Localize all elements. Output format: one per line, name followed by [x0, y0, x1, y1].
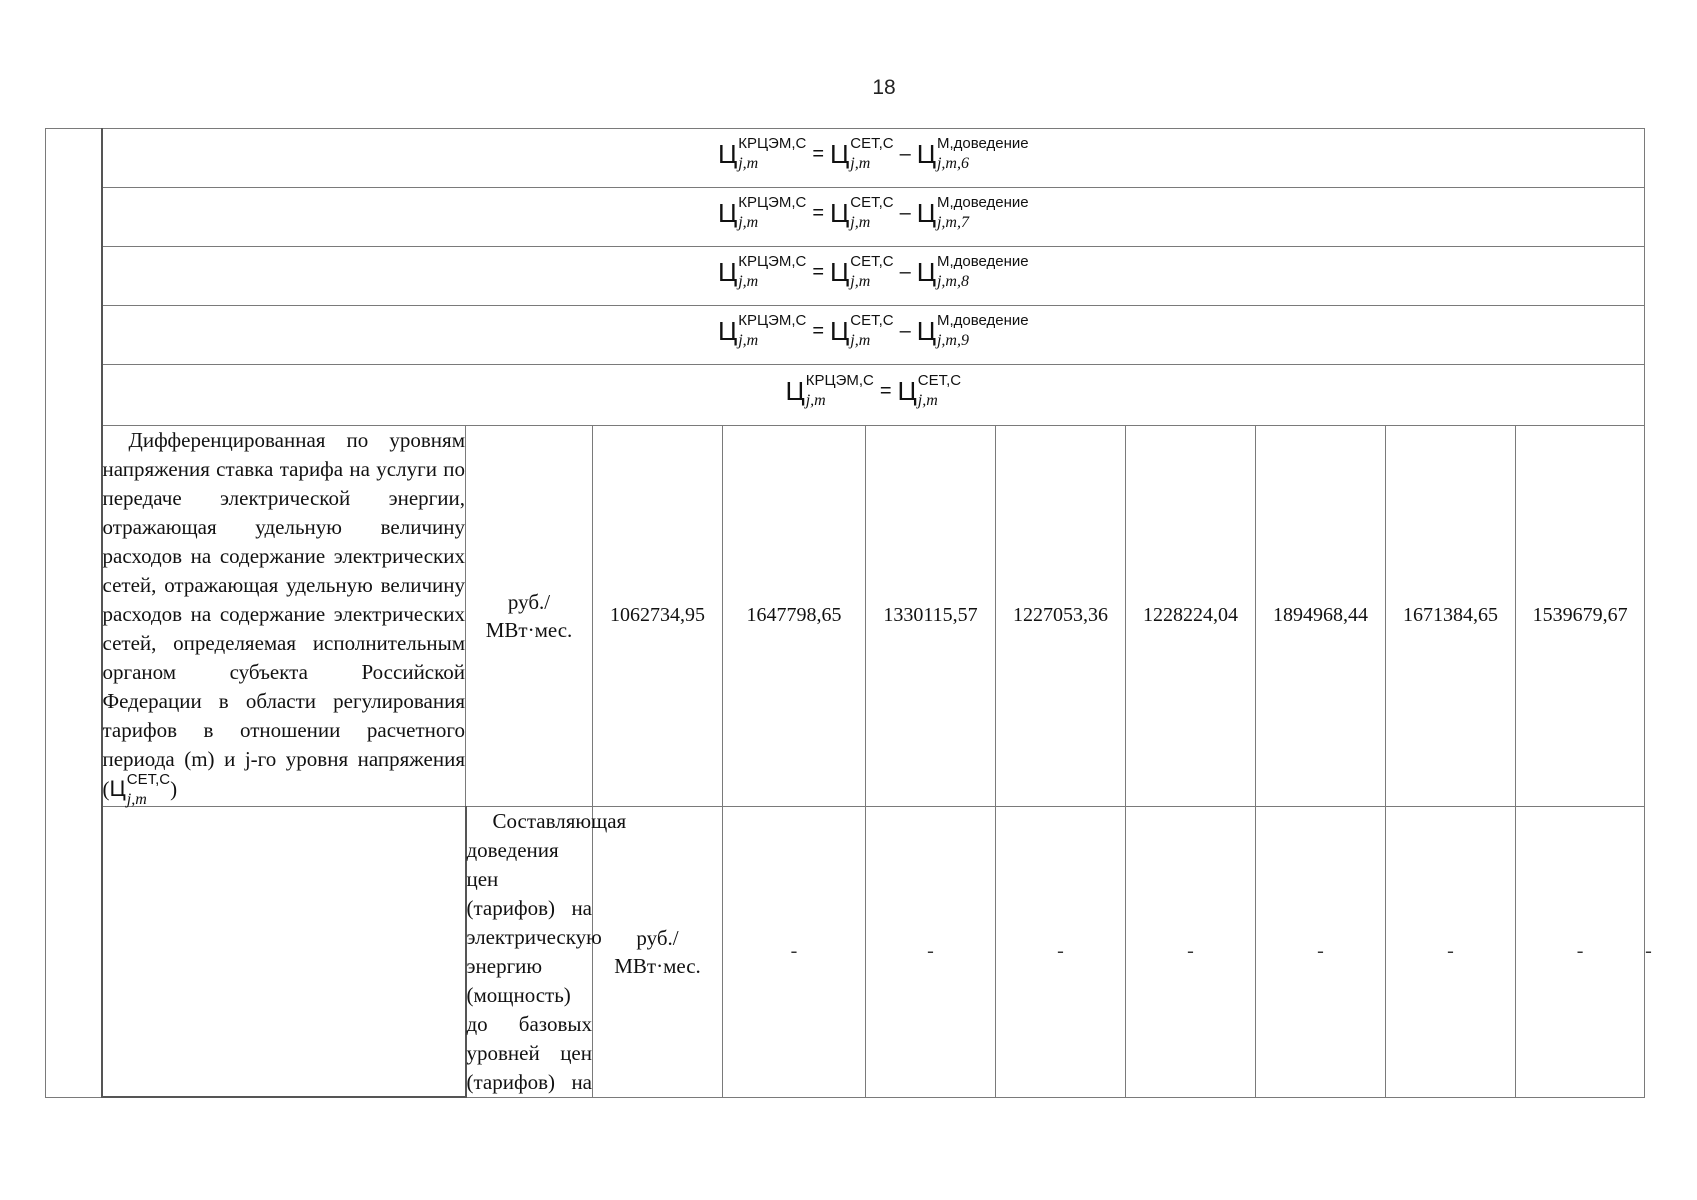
formula-cell: [102, 306, 1645, 365]
formula-row-9: [46, 306, 1645, 365]
formula: Ц КРЦЭМ,C j,m = Ц СЕТ,C j,m: [785, 371, 962, 409]
value-cell: -: [996, 806, 1126, 1097]
value-cell: 1539679,67: [1516, 426, 1645, 807]
formula-row-base: [46, 365, 1645, 426]
value-cell: 1671384,65: [1386, 426, 1516, 807]
page-number: 18: [872, 76, 896, 99]
value-cell: -: [1256, 806, 1386, 1097]
value-cell: -: [723, 806, 866, 1097]
description-formula: (Ц СЕТ,C j,m ): [102, 770, 178, 808]
formula-cell: [102, 129, 1645, 188]
tariff-table: [45, 128, 1652, 1098]
row-description: Дифференцированная по уровням напряжения ставка тарифа на услуги по передаче электрической энергии, отражающая удельную величину расходов на содержание электрических сетей, отражающая удельную величину расходов на содержание электрических сетей, определяемая исполнительным органом субъекта Российской Федерации в области регулирования тарифов в отношении расчетного периода (m) и j-го уровня напряжения (Ц СЕТ,C j,m ): [102, 426, 466, 807]
unit-cell: руб./ МВт·мес.: [466, 426, 593, 807]
value-cell: -: [1386, 806, 1516, 1097]
formula: Ц КРЦЭМ,C j,m = Ц СЕТ,C j,m – Ц М,доведение j,m,8: [717, 252, 1029, 290]
tariff-rate-row: [46, 426, 1645, 807]
formula: Ц КРЦЭМ,C j,m = Ц СЕТ,C j,m – Ц М,доведение j,m,6: [717, 134, 1029, 172]
value-cell: -: [866, 806, 996, 1097]
component-row: Составляющая доведения цен (тарифов) на электрическую энергию (мощность) до базовых уровней цен (тарифов) на руб./ МВт·мес. - - - - - - - -: [46, 806, 1645, 1097]
unit-cell: руб./ МВт·мес.: [593, 806, 723, 1097]
value-cell: -: [1516, 806, 1645, 1097]
value-cell: 1330115,57: [866, 426, 996, 807]
value-cell: 1062734,95: [593, 426, 723, 807]
value-cell: 1647798,65: [723, 426, 866, 807]
left-margin-column: [46, 129, 102, 1098]
formula: Ц КРЦЭМ,C j,m = Ц СЕТ,C j,m – Ц М,доведение j,m,7: [717, 193, 1029, 231]
formula-row-8: [46, 247, 1645, 306]
formula-cell: [102, 365, 1645, 426]
formula-row-6: [46, 129, 1645, 188]
formula-row-7: [46, 188, 1645, 247]
left-margin-column: [102, 806, 466, 1097]
formula-cell: [102, 247, 1645, 306]
row-description: Составляющая доведения цен (тарифов) на электрическую энергию (мощность) до базовых уровней цен (тарифов) на: [466, 806, 593, 1097]
value-cell: 1894968,44: [1256, 426, 1386, 807]
value-cell: 1227053,36: [996, 426, 1126, 807]
formula: Ц КРЦЭМ,C j,m = Ц СЕТ,C j,m – Ц М,доведение j,m,9: [717, 311, 1029, 349]
formula-cell: [102, 188, 1645, 247]
value-cell: 1228224,04: [1126, 426, 1256, 807]
value-cell: -: [1126, 806, 1256, 1097]
